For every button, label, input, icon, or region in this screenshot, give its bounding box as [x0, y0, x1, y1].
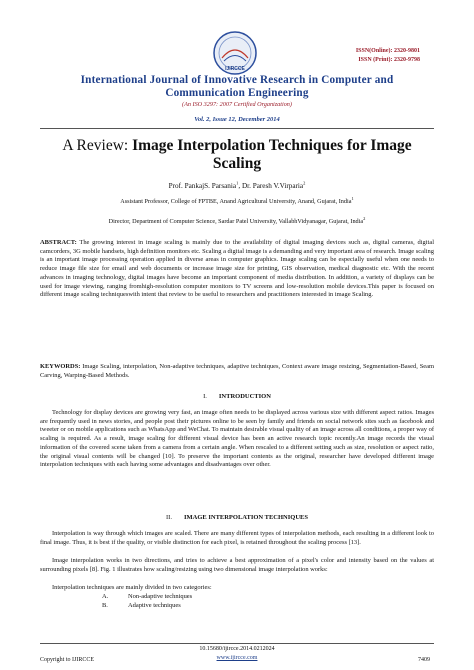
title-prefix: A Review:	[62, 137, 133, 154]
section-1-number: I.	[203, 393, 207, 400]
affiliation-1-text: Assistant Professor, College of FPTBE, Anand Agricultural University, Anand, Gujarat, India	[120, 198, 352, 205]
header-divider	[40, 128, 434, 129]
list-item	[102, 602, 181, 611]
authors-line	[0, 182, 474, 190]
affiliation-2-sup: 2	[363, 215, 366, 221]
certification-note: (An ISO 3297: 2007 Certified Organization)	[182, 101, 292, 108]
footer-divider	[40, 643, 434, 644]
section-2-title: IMAGE INTERPOLATION TECHNIQUES	[183, 514, 308, 521]
svg-text:IJIRCCE: IJIRCCE	[225, 66, 245, 72]
intro-paragraph: Technology for display devices are growing very fast, an image often needs to be displayed across various size with different aspect ratios. Images are frequently used in news stories, and people post their pictures online to be seen by family and friends on social network sites such as facebook and tweeter or on mobile applications such as WhatsApp and WeChat. To maintain desirable visual quality of an image across all conditions, a proper way of scaling is required. As a result, image scaling for different visual device has been an active research topic recently.An image records the visual information of the covered scene taken from a camera from a certain angle. When rescaled to a different setting such as size, resolution or aspect ratio, the original visual contents will be changed [10]. To preserve the important contents as the original, researcher have developed different image interpolation techniques with each having some advantages and disadvantages over other.	[40, 409, 434, 469]
footer-copyright: Copyright to IJIRCCE	[40, 657, 95, 663]
abstract	[40, 239, 434, 300]
interp-paragraph-3: Interpolation techniques are mainly divided in two categories:	[52, 584, 212, 591]
issn-online: ISSN(Online): 2320-9801	[355, 48, 420, 54]
keywords	[40, 363, 434, 380]
affiliation-1-sup: 1	[351, 195, 354, 201]
keywords-label: KEYWORDS:	[40, 363, 81, 370]
section-heading-introduction	[0, 393, 474, 400]
author-1: Prof. PankajS. Parsania	[168, 182, 237, 190]
volume-issue: Vol. 2, Issue 12, December 2014	[194, 116, 280, 123]
footer-website-link[interactable]: www.ijircce.com	[216, 655, 258, 661]
abstract-label: ABSTRACT:	[40, 239, 77, 246]
journal-logo	[212, 30, 258, 76]
journal-title: International Journal of Innovative Research in Computer and Communication Engineering	[80, 74, 394, 99]
interp-paragraph-1: Interpolation is way through which images are scaled. There are many different types of interpolation methods, each resulting in a different look to final image. Thus, it is best if the quality, or visible distinction for each pixel, is retained throughout the scaling process [13].	[40, 530, 434, 546]
page-number: 7409	[418, 657, 430, 663]
affiliation-2-text: Director, Department of Computer Science, Sardar Patel University, VallabhVidyanagar, Gujarat, India	[108, 218, 364, 225]
section-1-title: INTRODUCTION	[218, 393, 271, 400]
issn-print: ISSN (Print): 2320-9798	[358, 56, 420, 63]
keywords-text: Image Scaling, interpolation, Non-adaptive techniques, adaptive techniques, Context aware image resizing, Segmentation-Based, Seam Carving, Warping-Based Methods.	[40, 363, 434, 379]
author-2-sup: 2	[303, 180, 306, 186]
section-heading-interpolation	[0, 514, 474, 521]
title-main: Image Interpolation Techniques for Image Scaling	[132, 137, 412, 172]
affiliation-1	[0, 195, 474, 205]
list-item	[102, 593, 192, 602]
affiliation-2	[0, 215, 474, 225]
paper-title	[40, 137, 434, 172]
author-1-sup: 1	[236, 180, 239, 186]
list-marker: A.	[102, 593, 109, 600]
footer-doi: 10.15680/ijircce.2014.0212024	[199, 646, 275, 652]
interp-paragraph-2: Image interpolation works in two directions, and tries to achieve a best approximation of a pixel's color and intensity based on the values at surrounding pixels [8]. Fig. 1 illustrates how scaling/resizing using two dimensional image interpolation works:	[40, 557, 434, 573]
list-item-text: Non-adaptive techniques	[128, 593, 193, 600]
list-item-text: Adaptive techniques	[128, 602, 181, 609]
list-marker: B.	[102, 602, 108, 609]
section-2-number: II.	[166, 514, 172, 521]
abstract-text: The growing interest in image scaling is mainly due to the availability of digital imaging devices such as, digital cameras, digital camcorders, 3G mobile handsets, high definition monitors etc. Scaling a digital image is a demanding and very important area of research. Image scaling is an important image processing operation applied in diverse areas in computer graphics. Image scaling can be especially useful when one needs to reduce image file size for email and web documents or increase image size for printing, GIS observation, medical diagnostic etc. With the recent advances in imaging technology, digital images have become an important component of media distribution. In addition, a variety of displays can be used for image viewing, ranging fromhigh-resolution computer monitors to TV screens and low-resolution mobile devices.This paper is focused on different image scaling techniqueswith intent that review to be useful to researchers and practitioners interested in image Scaling.	[40, 239, 434, 299]
issn-block	[356, 47, 420, 64]
author-separator: , Dr. Paresh V.Virparia	[238, 182, 304, 190]
